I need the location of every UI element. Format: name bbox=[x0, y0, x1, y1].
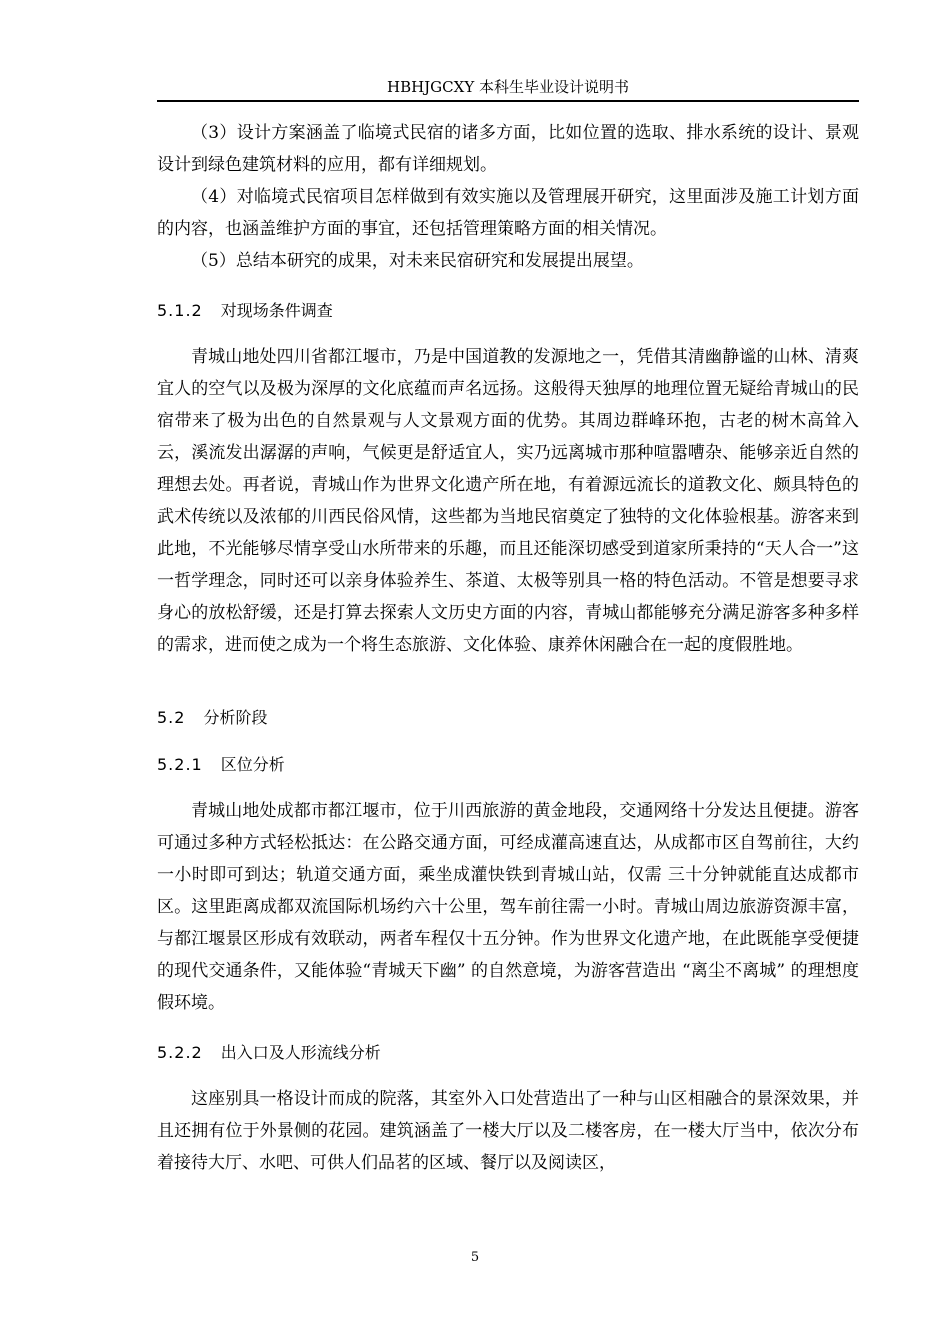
paragraph-item-3: （3）设计方案涵盖了临境式民宿的诸多方面，比如位置的选取、排水系统的设计、景观设计到绿色建筑材料的应用，都有详细规划。 bbox=[157, 123, 859, 175]
document-body bbox=[157, 117, 859, 1179]
page-number: 5 bbox=[470, 1250, 480, 1265]
section-title: 出入口及人形流线分析 bbox=[220, 1043, 381, 1062]
section-number: 5.1.2 bbox=[157, 301, 203, 320]
section-heading-5-2 bbox=[157, 706, 859, 730]
section-title: 对现场条件调查 bbox=[220, 301, 333, 320]
paragraph-entrance: 这座别具一格设计而成的院落，其室外入口处营造出了一种与山区相融合的景深效果，并且还拥有位于外景侧的花园。建筑涵盖了一楼大厅以及二楼客房，在一楼大厅当中，依次分布着接待大厅、水吧、可供人们品茗的区域、餐厅以及阅读区， bbox=[157, 1089, 859, 1173]
paragraph-item-5: （5）总结本研究的成果，对未来民宿研究和发展提出展望。 bbox=[191, 251, 644, 271]
paragraph-site-survey: 青城山地处四川省都江堰市，乃是中国道教的发源地之一，凭借其清幽静谧的山林、清爽宜人的空气以及极为深厚的文化底蕴而声名远扬。这般得天独厚的地理位置无疑给青城山的民宿带来了极为出色的自然景观与人文景观方面的优势。其周边群峰环抱，古老的树木高耸入云，溪流发出潺潺的声响，气候更是舒适宜人，实乃远离城市那种喧嚣嘈杂、能够亲近自然的理想去处。再者说，青城山作为世界文化遗产所在地，有着源远流长的道教文化、颇具特色的武术传统以及浓郁的川西民俗风情，这些都为当地民宿奠定了独特的文化体验根基。游客来到此地，不光能够尽情享受山水所带来的乐趣，而且还能深切感受到道家所秉持的“天人合一”这一哲学理念，同时还可以亲身体验养生、茶道、太极等别具一格的特色活动。不管是想要寻求身心的放松舒缓，还是打算去探索人文历史方面的内容，青城山都能够充分满足游客多种多样的需求，进而使之成为一个将生态旅游、文化体验、康养休闲融合在一起的度假胜地。 bbox=[157, 347, 859, 655]
section-heading-5-2-2 bbox=[157, 1041, 859, 1065]
section-number: 5.2 bbox=[157, 708, 186, 727]
section-title: 分析阶段 bbox=[203, 708, 268, 727]
section-title: 区位分析 bbox=[220, 755, 285, 774]
header-rule bbox=[157, 100, 859, 102]
paragraph-item-4: （4）对临境式民宿项目怎样做到有效实施以及管理展开研究，这里面涉及施工计划方面的内容，也涵盖维护方面的事宜，还包括管理策略方面的相关情况。 bbox=[157, 187, 859, 239]
paragraph-location: 青城山地处成都市都江堰市，位于川西旅游的黄金地段，交通网络十分发达且便捷。游客可通过多种方式轻松抵达：在公路交通方面，可经成灌高速直达，从成都市区自驾前往，大约一小时即可到达；轨道交通方面，乘坐成灌快铁到青城山站，仅需 三十分钟就能直达成都市区。这里距离成都双流国际机场约六十公里，驾车前往需一小时。青城山周边旅游资源丰富，与都江堰景区形成有效联动，两者车程仅十五分钟。作为世界文化遗产地，在此既能享受便捷的现代交通条件，又能体验“青城天下幽” 的自然意境，为游客营造出 “离尘不离城” 的理想度假环境。 bbox=[157, 801, 859, 1013]
page-header: HBHJGCXY 本科生毕业设计说明书 bbox=[386, 78, 629, 96]
section-heading-5-1-2 bbox=[157, 299, 859, 323]
section-number: 5.2.1 bbox=[157, 755, 203, 774]
section-heading-5-2-1 bbox=[157, 753, 859, 777]
section-number: 5.2.2 bbox=[157, 1043, 203, 1062]
